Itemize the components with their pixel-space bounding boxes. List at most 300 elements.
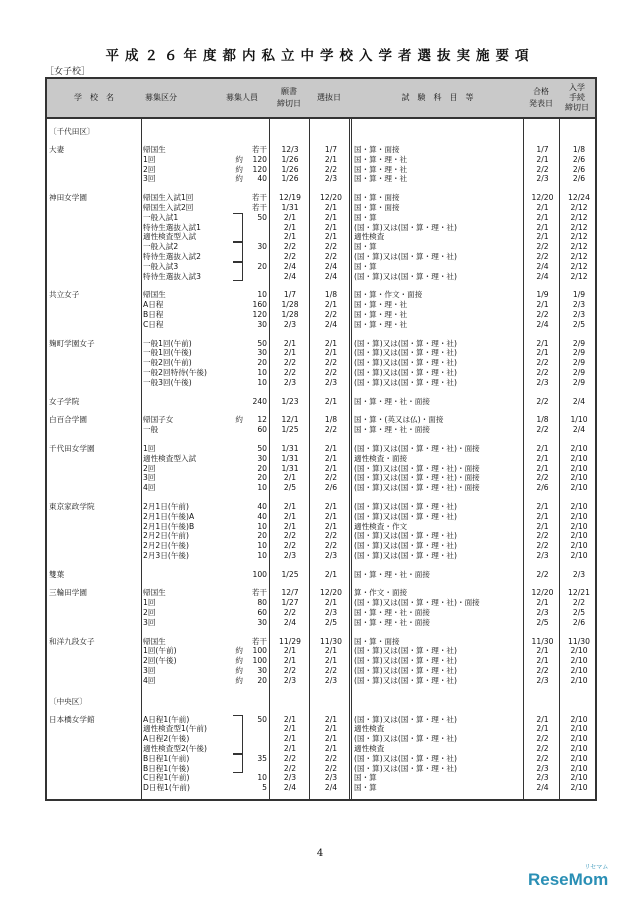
selection-date: 2/1 bbox=[324, 300, 338, 310]
table-row bbox=[47, 676, 595, 686]
header-procedure-deadline: 入学 手続 締切日 bbox=[565, 83, 589, 112]
subjects: 国・算・理・社 bbox=[354, 154, 408, 164]
header-selection-date: 選抜日 bbox=[317, 93, 341, 102]
pass-date: 2/2 bbox=[536, 396, 549, 406]
table-row bbox=[47, 223, 595, 233]
table-row bbox=[47, 588, 595, 598]
selection-date: 2/2 bbox=[324, 358, 338, 368]
category: 一般2回特待(午後) bbox=[143, 367, 207, 377]
procedure-deadline: 2/12 bbox=[570, 212, 588, 222]
selection-date: 2/1 bbox=[324, 714, 338, 724]
application-deadline: 1/31 bbox=[281, 443, 299, 453]
table-row bbox=[47, 348, 595, 358]
header-pass-date: 合格 発表日 bbox=[529, 87, 553, 108]
school-group bbox=[47, 397, 595, 407]
application-deadline: 2/1 bbox=[283, 232, 297, 242]
pass-date: 2/1 bbox=[536, 300, 549, 310]
subjects: (国・算)又は(国・算・理・社)・面接 bbox=[354, 473, 480, 483]
table-row bbox=[47, 522, 595, 532]
school-name: 神田女学園 bbox=[49, 193, 87, 203]
school-group bbox=[47, 193, 595, 281]
selection-date: 2/2 bbox=[324, 541, 338, 551]
selection-date: 2/1 bbox=[324, 511, 338, 521]
pass-date: 2/4 bbox=[536, 271, 549, 281]
procedure-deadline: 2/10 bbox=[570, 773, 588, 783]
capacity: 120 bbox=[252, 154, 267, 164]
application-deadline: 2/2 bbox=[283, 251, 297, 261]
subjects: 国・算 bbox=[354, 212, 377, 222]
procedure-deadline: 2/2 bbox=[572, 598, 586, 608]
selection-date: 1/8 bbox=[324, 290, 338, 300]
application-deadline: 1/31 bbox=[281, 202, 299, 212]
procedure-deadline: 2/10 bbox=[570, 473, 588, 483]
application-deadline: 2/1 bbox=[283, 646, 297, 656]
selection-date: 2/4 bbox=[324, 271, 338, 281]
application-deadline: 2/1 bbox=[283, 714, 297, 724]
procedure-deadline: 2/10 bbox=[570, 443, 588, 453]
capacity: 35 bbox=[257, 753, 267, 763]
school-name: 大妻 bbox=[49, 145, 65, 154]
pass-date: 2/1 bbox=[536, 154, 549, 164]
pass-date: 2/2 bbox=[536, 531, 549, 541]
table-row bbox=[47, 339, 595, 349]
pass-date: 2/2 bbox=[536, 164, 549, 174]
table-row bbox=[47, 646, 595, 656]
school-name: 千代田女学園 bbox=[49, 443, 95, 453]
capacity: 40 bbox=[257, 511, 267, 521]
table-row bbox=[47, 608, 595, 618]
category: 帰国子女 bbox=[143, 415, 174, 425]
table-row bbox=[47, 444, 595, 454]
pass-date: 1/8 bbox=[536, 415, 549, 425]
selection-date: 2/1 bbox=[324, 443, 338, 453]
selection-date: 2/1 bbox=[324, 212, 338, 222]
pass-date: 2/1 bbox=[536, 453, 549, 463]
subjects: (国・算)又は(国・算・理・社) bbox=[354, 666, 457, 676]
pass-date: 2/6 bbox=[536, 483, 549, 493]
pass-date: 2/3 bbox=[536, 550, 549, 560]
subjects: (国・算)又は(国・算・理・社) bbox=[354, 348, 457, 358]
application-deadline: 2/2 bbox=[283, 753, 297, 763]
selection-date: 2/1 bbox=[324, 463, 338, 473]
category: 一般1回(午後) bbox=[143, 348, 192, 358]
procedure-deadline: 11/30 bbox=[568, 636, 590, 646]
application-deadline: 2/2 bbox=[283, 666, 297, 676]
pass-date: 2/1 bbox=[536, 212, 549, 222]
selection-date: 11/30 bbox=[320, 636, 342, 646]
district-heading: 〔中央区〕 bbox=[49, 696, 87, 706]
school-group bbox=[47, 145, 595, 184]
application-deadline: 12/19 bbox=[279, 193, 301, 203]
category: 4回 bbox=[143, 483, 156, 493]
application-deadline: 11/29 bbox=[279, 636, 301, 646]
category: 3回 bbox=[143, 174, 156, 184]
admissions-table bbox=[45, 77, 597, 801]
category: 一般3回(午後) bbox=[143, 377, 192, 387]
school-name: 和洋九段女子 bbox=[49, 636, 95, 646]
subjects: 国・算・理・社・面接 bbox=[354, 396, 430, 406]
pass-date: 2/2 bbox=[536, 569, 549, 579]
application-deadline: 1/25 bbox=[281, 569, 299, 579]
category: 帰国生入試2回 bbox=[143, 202, 194, 212]
table-row bbox=[47, 773, 595, 783]
category: 3回 bbox=[143, 666, 156, 676]
subjects: 国・算・(英又は仏)・面接 bbox=[354, 415, 444, 425]
selection-date: 2/2 bbox=[324, 164, 338, 174]
subjects: 国・算・理・社 bbox=[354, 174, 408, 184]
category: B日程 bbox=[143, 309, 164, 319]
category: 適性検査型1(午前) bbox=[143, 724, 207, 734]
category: C日程1(午前) bbox=[143, 773, 190, 783]
selection-date: 2/2 bbox=[324, 763, 338, 773]
capacity: 10 bbox=[257, 550, 267, 560]
capacity: 30 bbox=[257, 617, 267, 627]
pass-date: 2/5 bbox=[536, 617, 549, 627]
capacity: 50 bbox=[257, 338, 267, 348]
pass-date: 2/2 bbox=[536, 753, 549, 763]
procedure-deadline: 2/4 bbox=[572, 396, 586, 406]
subjects: 適性検査 bbox=[354, 232, 385, 242]
procedure-deadline: 2/10 bbox=[570, 714, 588, 724]
page-number: 4 bbox=[316, 848, 324, 859]
capacity: 10 bbox=[257, 290, 267, 300]
capacity: 30 bbox=[257, 242, 267, 252]
school-name: 雙葉 bbox=[49, 569, 65, 579]
capacity: 30 bbox=[257, 666, 267, 676]
category: 一般入試1 bbox=[143, 212, 179, 222]
procedure-deadline: 2/10 bbox=[570, 675, 588, 685]
application-deadline: 1/27 bbox=[281, 598, 299, 608]
category: 4回 bbox=[143, 675, 156, 685]
selection-date: 2/3 bbox=[324, 377, 338, 387]
subjects: 国・算・理・社 bbox=[354, 164, 408, 174]
capacity: 10 bbox=[257, 773, 267, 783]
application-deadline: 1/31 bbox=[281, 453, 299, 463]
pass-date: 2/4 bbox=[536, 261, 549, 271]
pass-date: 2/2 bbox=[536, 309, 549, 319]
school-name: 日本橋女学館 bbox=[49, 714, 95, 724]
group-bracket bbox=[233, 242, 243, 252]
approx-mark: 約 bbox=[235, 666, 243, 676]
selection-date: 2/1 bbox=[324, 202, 338, 212]
table-row bbox=[47, 320, 595, 330]
pass-date: 2/2 bbox=[536, 242, 549, 252]
subjects: 国・算 bbox=[354, 783, 377, 793]
category: 適性検査型入試 bbox=[143, 453, 197, 463]
group-bracket bbox=[233, 223, 243, 233]
group-bracket bbox=[233, 715, 243, 725]
pass-date: 2/2 bbox=[536, 425, 549, 435]
procedure-deadline: 2/10 bbox=[570, 521, 588, 531]
approx-mark: 約 bbox=[235, 415, 243, 425]
table-row bbox=[47, 598, 595, 608]
procedure-deadline: 2/10 bbox=[570, 501, 588, 511]
capacity: 20 bbox=[257, 261, 267, 271]
pass-date: 2/2 bbox=[536, 666, 549, 676]
category: 帰国生 bbox=[143, 145, 166, 154]
category: 特待生選抜入試2 bbox=[143, 251, 201, 261]
application-deadline: 2/3 bbox=[283, 319, 297, 329]
procedure-deadline: 2/9 bbox=[572, 367, 586, 377]
selection-date: 2/3 bbox=[324, 675, 338, 685]
procedure-deadline: 2/4 bbox=[572, 425, 586, 435]
procedure-deadline: 2/10 bbox=[570, 646, 588, 656]
selection-date: 2/1 bbox=[324, 348, 338, 358]
application-deadline: 2/2 bbox=[283, 531, 297, 541]
pass-date: 2/3 bbox=[536, 773, 549, 783]
subjects: 国・算・理・社・面接 bbox=[354, 608, 430, 618]
group-bracket bbox=[233, 734, 243, 744]
capacity: 50 bbox=[257, 212, 267, 222]
subjects: 国・算・面接 bbox=[354, 145, 400, 154]
subjects: (国・算)又は(国・算・理・社) bbox=[354, 222, 457, 232]
pass-date: 2/2 bbox=[536, 358, 549, 368]
category: 1回 bbox=[143, 154, 156, 164]
pass-date: 2/1 bbox=[536, 714, 549, 724]
application-deadline: 1/26 bbox=[281, 154, 299, 164]
approx-mark: 約 bbox=[235, 646, 243, 656]
selection-date: 2/3 bbox=[324, 608, 338, 618]
selection-date: 2/4 bbox=[324, 261, 338, 271]
approx-mark: 約 bbox=[235, 164, 243, 174]
pass-date: 2/1 bbox=[536, 443, 549, 453]
category: 一般2回(午前) bbox=[143, 358, 192, 368]
category: 一般入試2 bbox=[143, 242, 179, 252]
district-heading: 〔千代田区〕 bbox=[49, 127, 95, 136]
table-row bbox=[47, 783, 595, 793]
table-row bbox=[47, 300, 595, 310]
capacity: 60 bbox=[257, 425, 267, 435]
pass-date: 2/1 bbox=[536, 338, 549, 348]
procedure-deadline: 2/10 bbox=[570, 744, 588, 754]
subjects: (国・算)又は(国・算・理・社) bbox=[354, 550, 457, 560]
category: 1回 bbox=[143, 598, 156, 608]
header-application-deadline: 願書 締切日 bbox=[277, 87, 301, 108]
table-row bbox=[47, 242, 595, 252]
approx-mark: 約 bbox=[235, 154, 243, 164]
table-row bbox=[47, 502, 595, 512]
selection-date: 2/5 bbox=[324, 617, 338, 627]
approx-mark: 約 bbox=[235, 656, 243, 666]
selection-date: 2/1 bbox=[324, 724, 338, 734]
category: 適性検査型入試 bbox=[143, 232, 197, 242]
pass-date: 2/1 bbox=[536, 463, 549, 473]
subjects: 算・作文・面接 bbox=[354, 588, 408, 598]
resemom-logo bbox=[528, 865, 609, 890]
application-deadline: 1/7 bbox=[283, 290, 297, 300]
table-row bbox=[47, 754, 595, 764]
table-row bbox=[47, 213, 595, 223]
table-row bbox=[47, 531, 595, 541]
procedure-deadline: 2/10 bbox=[570, 483, 588, 493]
pass-date: 2/1 bbox=[536, 598, 549, 608]
procedure-deadline: 2/10 bbox=[570, 763, 588, 773]
capacity: 50 bbox=[257, 443, 267, 453]
subjects: 国・算 bbox=[354, 242, 377, 252]
capacity: 10 bbox=[257, 367, 267, 377]
table-row bbox=[47, 368, 595, 378]
pass-date: 2/2 bbox=[536, 541, 549, 551]
application-deadline: 2/1 bbox=[283, 521, 297, 531]
group-bracket bbox=[233, 232, 243, 242]
capacity: 10 bbox=[257, 541, 267, 551]
subjects: 国・算・理・社 bbox=[354, 319, 408, 329]
table-row bbox=[47, 744, 595, 754]
school-group bbox=[47, 502, 595, 561]
table-row bbox=[47, 724, 595, 734]
subjects: (国・算)又は(国・算・理・社)・面接 bbox=[354, 483, 480, 493]
group-bracket bbox=[233, 754, 243, 764]
application-deadline: 2/4 bbox=[283, 617, 297, 627]
selection-date: 2/1 bbox=[324, 222, 338, 232]
selection-date: 2/2 bbox=[324, 666, 338, 676]
selection-date: 2/3 bbox=[324, 773, 338, 783]
subjects: (国・算)又は(国・算・理・社)・面接 bbox=[354, 598, 480, 608]
application-deadline: 2/2 bbox=[283, 541, 297, 551]
subjects: (国・算)又は(国・算・理・社) bbox=[354, 656, 457, 666]
application-deadline: 2/1 bbox=[283, 744, 297, 754]
selection-date: 2/1 bbox=[324, 501, 338, 511]
group-bracket bbox=[233, 272, 243, 282]
category: 帰国生 bbox=[143, 588, 166, 598]
application-deadline: 12/1 bbox=[281, 415, 299, 425]
selection-date: 1/8 bbox=[324, 415, 338, 425]
header-school: 学 校 名 bbox=[74, 93, 114, 102]
school-group bbox=[47, 444, 595, 493]
category: A日程2(午後) bbox=[143, 734, 190, 744]
procedure-deadline: 2/12 bbox=[570, 271, 588, 281]
pass-date: 2/1 bbox=[536, 348, 549, 358]
application-deadline: 2/1 bbox=[283, 734, 297, 744]
selection-date: 2/1 bbox=[324, 154, 338, 164]
category: 3回 bbox=[143, 473, 156, 483]
subjects: 国・算・理・社 bbox=[354, 309, 408, 319]
subjects: 国・算・面接 bbox=[354, 193, 400, 203]
group-bracket bbox=[233, 213, 243, 223]
category: 2月1日(午前) bbox=[143, 501, 189, 511]
table-row bbox=[47, 454, 595, 464]
capacity: 40 bbox=[257, 174, 267, 184]
subjects: 国・算・理・社・面接 bbox=[354, 425, 430, 435]
approx-mark: 約 bbox=[235, 174, 243, 184]
pass-date: 2/1 bbox=[536, 501, 549, 511]
school-group bbox=[47, 290, 595, 329]
procedure-deadline: 1/8 bbox=[572, 145, 586, 154]
procedure-deadline: 12/24 bbox=[568, 193, 590, 203]
procedure-deadline: 2/10 bbox=[570, 783, 588, 793]
application-deadline: 2/2 bbox=[283, 242, 297, 252]
table-row bbox=[47, 618, 595, 628]
pass-date: 1/9 bbox=[536, 290, 549, 300]
table-row bbox=[47, 666, 595, 676]
pass-date: 2/3 bbox=[536, 675, 549, 685]
category: 1回 bbox=[143, 443, 156, 453]
table-row bbox=[47, 165, 595, 175]
school-name: 三輪田学園 bbox=[49, 588, 87, 598]
pass-date: 2/1 bbox=[536, 511, 549, 521]
pass-date: 2/3 bbox=[536, 174, 549, 184]
category: D日程1(午前) bbox=[143, 783, 190, 793]
application-deadline: 2/3 bbox=[283, 675, 297, 685]
table-row bbox=[47, 193, 595, 203]
application-deadline: 2/4 bbox=[283, 261, 297, 271]
capacity: 12 bbox=[257, 415, 267, 425]
table-row bbox=[47, 262, 595, 272]
capacity: 5 bbox=[262, 783, 267, 793]
capacity: 30 bbox=[257, 453, 267, 463]
subjects: 適性検査 bbox=[354, 724, 385, 734]
selection-date: 2/1 bbox=[324, 453, 338, 463]
category: 2月3日(午後) bbox=[143, 550, 189, 560]
application-deadline: 2/4 bbox=[283, 783, 297, 793]
procedure-deadline: 2/5 bbox=[572, 608, 586, 618]
subjects: (国・算)又は(国・算・理・社) bbox=[354, 511, 457, 521]
category: 帰国生入試1回 bbox=[143, 193, 194, 203]
table-row bbox=[47, 232, 595, 242]
application-deadline: 2/4 bbox=[283, 271, 297, 281]
table-row bbox=[47, 473, 595, 483]
table-row bbox=[47, 272, 595, 282]
application-deadline: 2/3 bbox=[283, 773, 297, 783]
table-row bbox=[47, 656, 595, 666]
application-deadline: 2/5 bbox=[283, 483, 297, 493]
procedure-deadline: 2/10 bbox=[570, 734, 588, 744]
selection-date: 2/1 bbox=[324, 744, 338, 754]
application-deadline: 1/23 bbox=[281, 396, 299, 406]
pass-date: 2/1 bbox=[536, 232, 549, 242]
category: 2回(午後) bbox=[143, 656, 177, 666]
table-row bbox=[47, 570, 595, 580]
table-row bbox=[47, 715, 595, 725]
application-deadline: 12/3 bbox=[281, 145, 299, 154]
procedure-deadline: 2/9 bbox=[572, 358, 586, 368]
capacity: 10 bbox=[257, 483, 267, 493]
application-deadline: 1/28 bbox=[281, 300, 299, 310]
pass-date: 2/1 bbox=[536, 724, 549, 734]
school-name: 麹町学園女子 bbox=[49, 338, 95, 348]
subjects: (国・算)又は(国・算・理・社) bbox=[354, 734, 457, 744]
table-row bbox=[47, 637, 595, 647]
selection-date: 2/2 bbox=[324, 473, 338, 483]
subjects: 適性検査・面接 bbox=[354, 453, 408, 463]
procedure-deadline: 2/10 bbox=[570, 463, 588, 473]
group-bracket bbox=[233, 252, 243, 262]
pass-date: 2/2 bbox=[536, 734, 549, 744]
category: 2月2日(午後) bbox=[143, 541, 189, 551]
capacity: 50 bbox=[257, 714, 267, 724]
pass-date: 12/20 bbox=[531, 193, 554, 203]
capacity: 120 bbox=[252, 164, 267, 174]
procedure-deadline: 2/12 bbox=[570, 242, 588, 252]
table-row bbox=[47, 483, 595, 493]
school-group bbox=[47, 588, 595, 627]
selection-date: 2/2 bbox=[324, 425, 338, 435]
application-deadline: 2/2 bbox=[283, 367, 297, 377]
capacity: 若干 bbox=[251, 636, 267, 646]
capacity: 20 bbox=[257, 531, 267, 541]
capacity: 100 bbox=[252, 569, 267, 579]
application-deadline: 2/3 bbox=[283, 550, 297, 560]
application-deadline: 12/7 bbox=[281, 588, 299, 598]
application-deadline: 2/1 bbox=[283, 656, 297, 666]
procedure-deadline: 2/6 bbox=[572, 154, 586, 164]
school-group bbox=[47, 637, 595, 686]
category: 1回(午前) bbox=[143, 646, 177, 656]
subjects: (国・算)又は(国・算・理・社) bbox=[354, 753, 457, 763]
school-name: 共立女子 bbox=[49, 290, 80, 300]
header-capacity: 募集人員 bbox=[226, 93, 258, 102]
procedure-deadline: 2/6 bbox=[572, 617, 586, 627]
